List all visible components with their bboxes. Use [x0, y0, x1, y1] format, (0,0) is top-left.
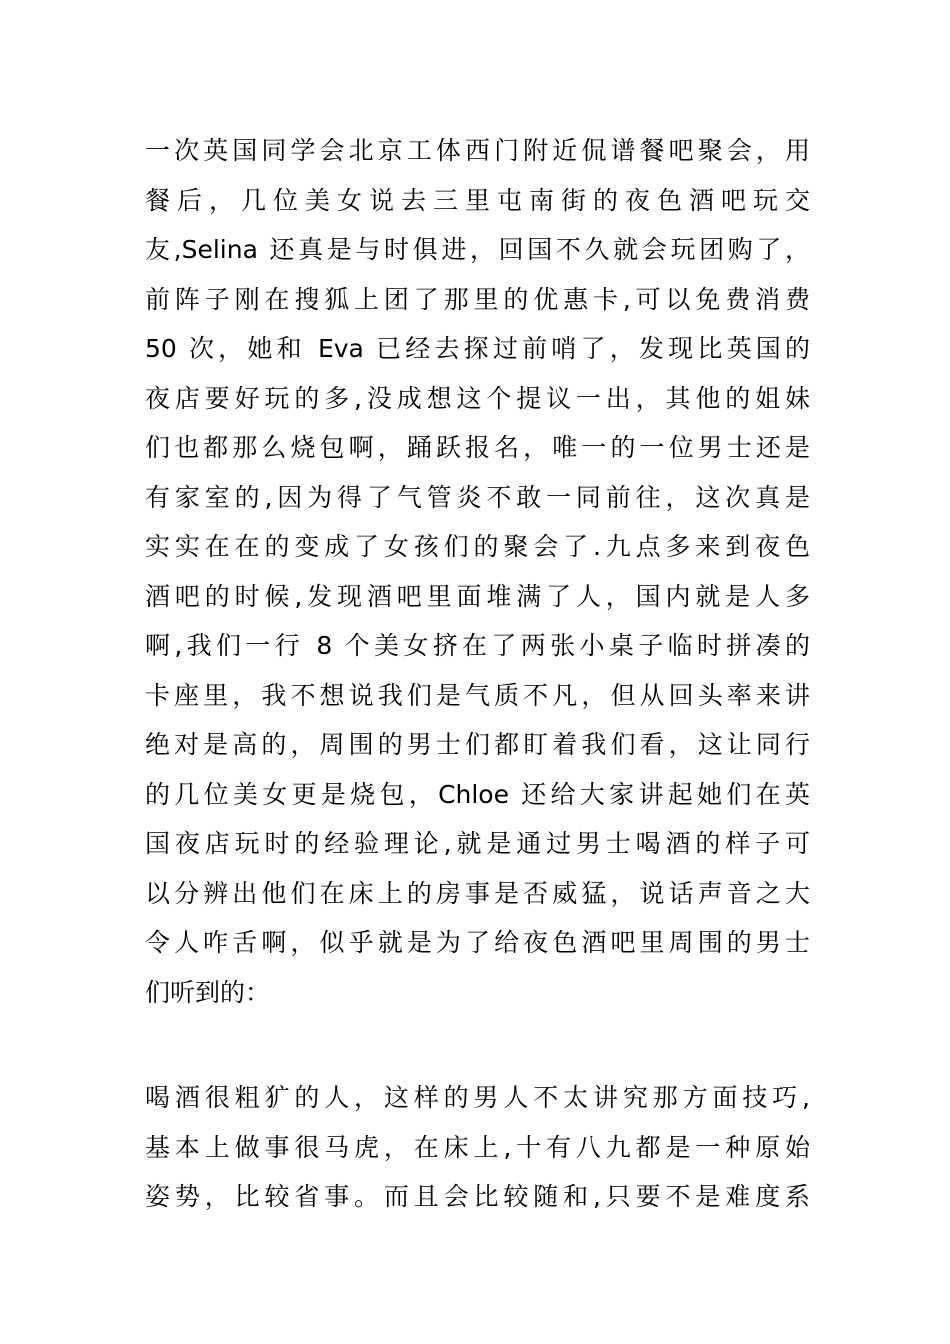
text-line: 啊,我们一行 8 个美女挤在了两张小桌子临时拼凑的	[145, 631, 810, 660]
text-line: 们听到的：	[145, 977, 271, 1007]
text-line: 餐后，几位美女说去三里屯南街的夜色酒吧玩交	[145, 185, 810, 215]
text-line: 酒吧的时候,发现酒吧里面堆满了人，国内就是人多	[145, 581, 810, 611]
text-line: 友,Selina 还真是与时俱进，回国不久就会玩团购了，	[145, 235, 810, 264]
text-line: 有家室的,因为得了气管炎不敢一同前往，这次真是	[145, 482, 810, 512]
paragraph-1	[145, 126, 810, 1017]
text-line: 夜店要好玩的多,没成想这个提议一出，其他的姐妹	[145, 383, 810, 413]
text-line: 姿势，比较省事。而且会比较随和,只要不是难度系	[145, 1182, 810, 1211]
text-line: 喝酒很粗犷的人，这样的男人不太讲究那方面技巧,	[145, 1083, 810, 1112]
text-line: 前阵子刚在搜狐上团了那里的优惠卡,可以免费消费	[145, 284, 810, 314]
text-line: 的几位美女更是烧包，Chloe 还给大家讲起她们在英	[145, 779, 810, 809]
text-line: 一次英国同学会北京工体西门附近侃谱餐吧聚会，用	[145, 136, 810, 165]
text-line: 以分辨出他们在床上的房事是否威猛，说话声音之大	[145, 878, 810, 908]
text-line: 绝对是高的，周围的男士们都盯着我们看，这让同行	[145, 730, 810, 759]
text-line: 50 次，她和 Eva 已经去探过前哨了，发现比英国的	[145, 334, 810, 363]
text-line: 令人咋舌啊，似乎就是为了给夜色酒吧里周围的男士	[145, 928, 810, 957]
text-line: 们也都那么烧包啊，踊跃报名，唯一的一位男士还是	[145, 433, 810, 462]
paragraph-2	[145, 1073, 810, 1222]
text-line: 实实在在的变成了女孩们的聚会了.九点多来到夜色	[145, 532, 810, 561]
text-line: 国夜店玩时的经验理论,就是通过男士喝酒的样子可	[145, 829, 810, 858]
text-line: 卡座里，我不想说我们是气质不凡，但从回头率来讲	[145, 680, 810, 710]
text-line: 基本上做事很马虎，在床上,十有八九都是一种原始	[145, 1132, 810, 1162]
